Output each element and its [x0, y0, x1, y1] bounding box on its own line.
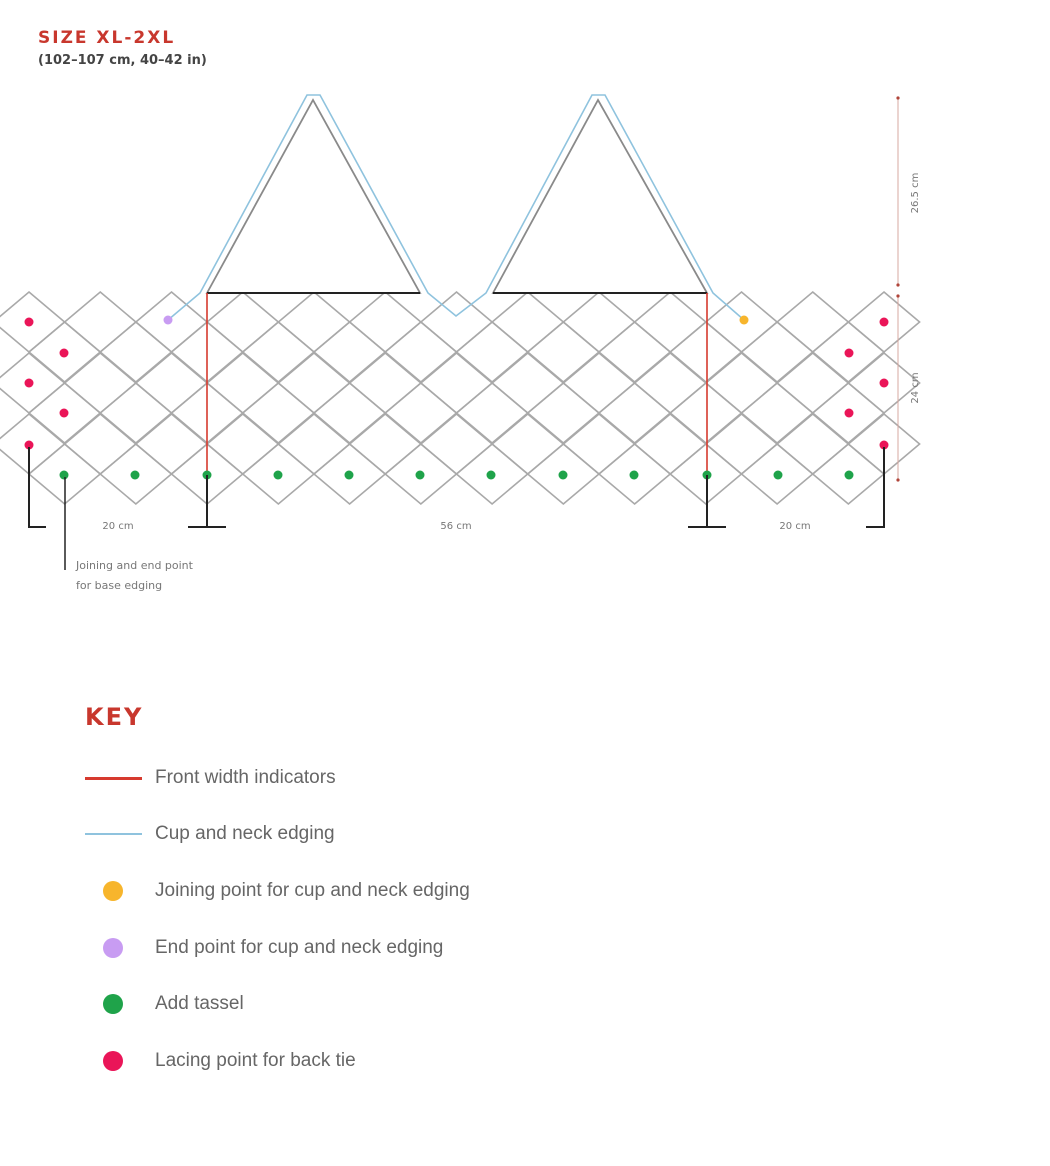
- dim-cup-height: 26.5 cm: [910, 172, 921, 214]
- key-item-end-point: [0, 934, 700, 962]
- tassel-dot: [774, 471, 783, 480]
- key-label: Cup and neck edging: [155, 823, 335, 844]
- pink-dot-icon: [103, 1051, 123, 1071]
- mesh-diamond: [278, 414, 349, 474]
- mesh-diamond: [421, 353, 492, 413]
- tassel-dot: [274, 471, 283, 480]
- mesh-diamond: [314, 383, 385, 443]
- dim-right-width: 20 cm: [779, 521, 811, 532]
- end-point-dot: [164, 316, 173, 325]
- mesh-diamond: [563, 414, 634, 474]
- key-label: Front width indicators: [155, 767, 336, 788]
- size-title: SIZE XL-2XL: [38, 28, 176, 48]
- base-edging-note-line2: for base edging: [76, 579, 163, 592]
- mesh-diamond: [350, 414, 421, 474]
- mesh-diamond: [492, 292, 563, 352]
- key-label: Lacing point for back tie: [155, 1050, 356, 1071]
- mesh-diamond: [278, 353, 349, 413]
- tassel-dot: [416, 471, 425, 480]
- key-item-lacing-point: [0, 1047, 700, 1075]
- mesh-diamond: [706, 414, 777, 474]
- mesh-diamond: [100, 383, 171, 443]
- lacing-point-dot: [880, 318, 889, 327]
- mesh-diamond: [421, 292, 492, 352]
- key-label: End point for cup and neck edging: [155, 937, 444, 958]
- mesh-diamond: [706, 353, 777, 413]
- yellow-dot-icon: [103, 881, 123, 901]
- mesh-diamond: [599, 322, 670, 382]
- tassel-dot: [60, 471, 69, 480]
- lacing-point-dot: [880, 379, 889, 388]
- green-dot-icon: [103, 994, 123, 1014]
- tassel-dot: [559, 471, 568, 480]
- base-edging-note: [76, 556, 193, 596]
- key-item-front-width: [0, 764, 700, 792]
- mesh-diamond: [599, 383, 670, 443]
- mesh-diamond: [742, 322, 813, 382]
- mesh-diamond: [65, 414, 136, 474]
- lacing-point-dot: [25, 379, 34, 388]
- lacing-point-dot: [845, 349, 854, 358]
- mesh-diamond: [65, 353, 136, 413]
- dim-left-width: 20 cm: [102, 521, 134, 532]
- mesh-diamond: [635, 353, 706, 413]
- mesh-diamond: [207, 353, 278, 413]
- cup-triangle: [493, 100, 707, 293]
- dim-center-width: 56 cm: [440, 521, 472, 532]
- mesh-diamond: [65, 292, 136, 352]
- tassel-dot: [131, 471, 140, 480]
- lacing-point-dot: [60, 349, 69, 358]
- purple-dot-icon: [103, 938, 123, 958]
- mesh-diamond: [492, 414, 563, 474]
- lacing-point-dot: [845, 409, 854, 418]
- mesh-diamond: [670, 383, 741, 443]
- mesh-diamond: [635, 292, 706, 352]
- key-item-cup-neck-edging: [0, 820, 700, 848]
- mesh-diamond: [385, 322, 456, 382]
- mesh-diamond: [421, 414, 492, 474]
- lacing-point-dot: [25, 318, 34, 327]
- mesh-diamond: [385, 383, 456, 443]
- tassel-dot: [845, 471, 854, 480]
- joining-point-dot: [740, 316, 749, 325]
- mesh-diamond: [457, 383, 528, 443]
- mesh-diamond: [492, 353, 563, 413]
- mesh-diamond: [350, 353, 421, 413]
- mesh-diamond: [207, 414, 278, 474]
- mesh-diamond: [528, 383, 599, 443]
- width-dimension-brackets: [29, 447, 884, 570]
- key-title: KEY: [85, 703, 144, 731]
- mesh-diamond: [136, 414, 207, 474]
- mesh-diamond: [563, 353, 634, 413]
- mesh-diamond: [314, 322, 385, 382]
- size-subtitle: (102–107 cm, 40–42 in): [38, 53, 207, 68]
- mesh-diamond: [243, 322, 314, 382]
- mesh-diamond: [350, 292, 421, 352]
- mesh-diamond: [243, 383, 314, 443]
- tassel-dot: [487, 471, 496, 480]
- mesh-diamond: [742, 383, 813, 443]
- cup-triangle: [207, 100, 420, 293]
- key-item-joining-point: [0, 877, 700, 905]
- key-label: Add tassel: [155, 993, 244, 1014]
- mesh-diamond: [207, 292, 278, 352]
- mesh-diamond: [670, 322, 741, 382]
- cup-neck-edging-line-swatch: [85, 833, 142, 835]
- cup-triangles: [168, 95, 744, 320]
- mesh-diamond: [136, 353, 207, 413]
- dim-body-height: 24 cm: [910, 372, 921, 404]
- mesh-diamond: [100, 322, 171, 382]
- mesh-diamond: [563, 292, 634, 352]
- key-label: Joining point for cup and neck edging: [155, 880, 470, 901]
- mesh-diamond: [278, 292, 349, 352]
- mesh-diamond: [777, 414, 848, 474]
- key-item-add-tassel: [0, 990, 700, 1018]
- base-edging-note-line1: Joining and end point: [76, 559, 193, 572]
- lacing-point-dot: [60, 409, 69, 418]
- mesh-diamond: [777, 292, 848, 352]
- front-width-line-swatch: [85, 777, 142, 780]
- tassel-dot: [630, 471, 639, 480]
- mesh-diamond: [777, 353, 848, 413]
- mesh-diamond: [635, 414, 706, 474]
- mesh-diamond: [528, 322, 599, 382]
- tassel-dot: [345, 471, 354, 480]
- mesh-diamond: [457, 322, 528, 382]
